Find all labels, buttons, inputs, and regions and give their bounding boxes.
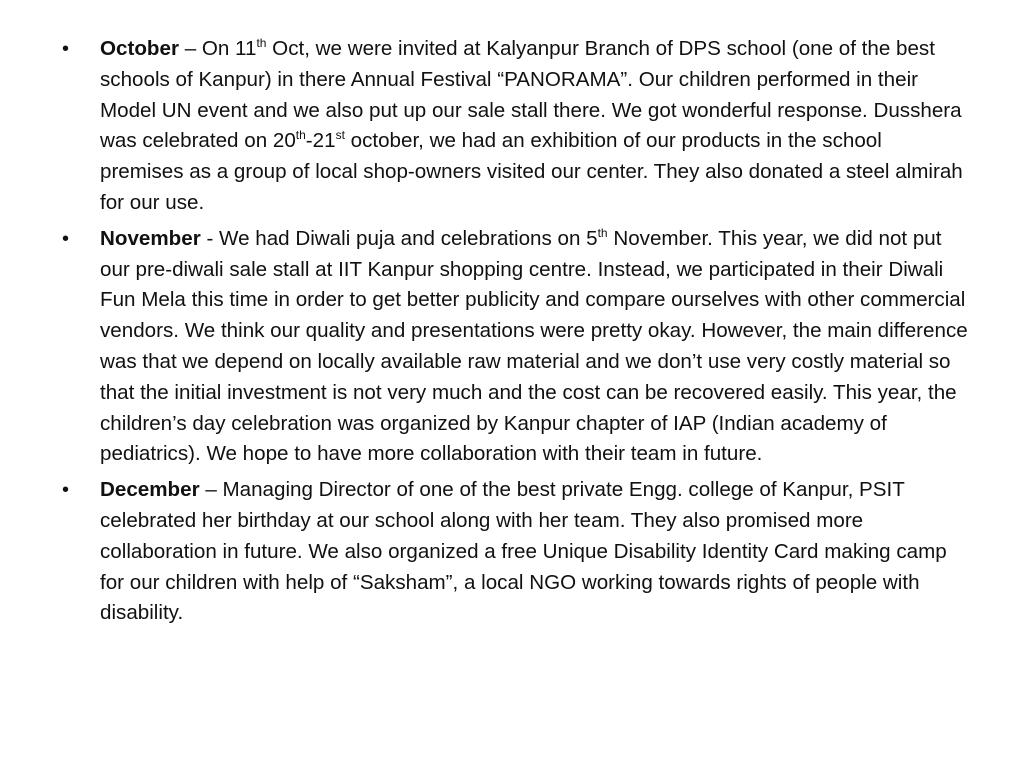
bullet-icon: • (62, 38, 70, 60)
list-item-december (62, 475, 968, 629)
body-text: -21 (305, 129, 336, 153)
list-item-november (62, 224, 968, 470)
bullet-icon: • (62, 227, 70, 250)
superscript: st (335, 128, 345, 143)
superscript: th (256, 36, 267, 51)
bullet-list (62, 34, 968, 629)
month-label: October (100, 37, 179, 60)
body-text: November. This year, we did not put our pre-diwali sale stall at IIT Kanpur shopping centre. Instead, we participated in their Diwali Fun Mela this time in order to get better publicity and compare ourselves with other commercial vendors. We think our quality and presentations were pretty okay. However, the main difference was that we depend on locally available raw material and we don’t use very costly material so that the initial investment is not very much and the cost can be recovered easily. This year, the children’s day celebration was organized by Kanpur chapter of IAP (Indian academy of pediatrics). We hope to have more collaboration with their team in future. (100, 226, 968, 466)
superscript: th (295, 128, 306, 143)
list-item-october (62, 34, 968, 219)
body-text: – On 11 (178, 37, 257, 60)
month-label: November (100, 226, 201, 250)
body-text: Oct, we were invited at Kalyanpur Branch of DPS school (one of the best schools of Kanpur) in there Annual Festival “PANORAMA”. Our children performed in their Model UN event and we also put up our sale stall there. We got wonderful response. Dusshera was celebrated on 20 (100, 37, 962, 153)
body-text: october, we had an exhibition of our products in the school premises as a group of local shop-owners visited our center. They also donated a steel almirah for our use. (100, 129, 963, 214)
superscript: th (597, 225, 608, 240)
month-label: December (100, 478, 200, 502)
bullet-icon: • (62, 479, 70, 502)
body-text: - We had Diwali puja and celebrations on 5 (200, 226, 598, 250)
body-text: – Managing Director of one of the best private Engg. college of Kanpur, PSIT celebrated her birthday at our school along with her team. They also promised more collaboration in future. We also organized a free Unique Disability Identity Card making camp for our children with help of “Saksham”, a local NGO working towards rights of people with disability. (100, 478, 947, 625)
